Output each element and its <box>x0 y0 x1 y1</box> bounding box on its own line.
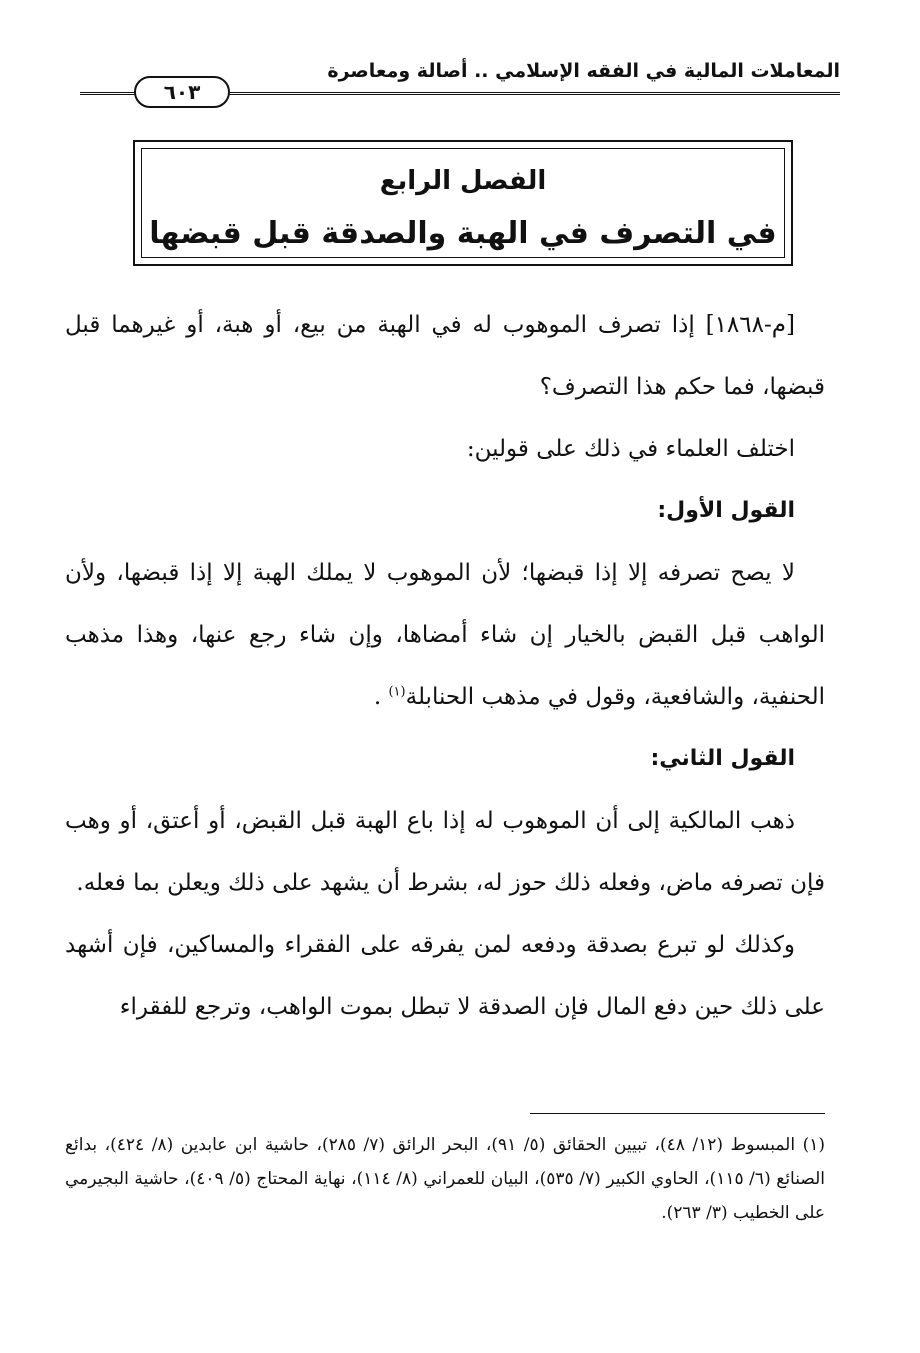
running-header <box>80 58 840 104</box>
second-opinion-paragraph: ذهب المالكية إلى أن الموهوب له إذا باع الهبة قبل القبض، أو أعتق، أو وهب فإن تصرفه ماض، وفعله ذلك حوز له، بشرط أن يشهد على ذلك ويعلن بما فعله. <box>65 808 825 896</box>
first-opinion-end: . <box>373 684 382 710</box>
first-opinion-text: لا يصح تصرفه إلا إذا قبضها؛ لأن الموهوب لا يملك الهبة إلا إذا قبضها، ولأن الواهب قبل القبض بالخيار إن شاء أمضاها، وإن شاء رجع عنها، وهذا مذهب الحنفية، والشافعية، وقول في مذهب الحنابلة <box>65 560 825 710</box>
chapter-title-box <box>133 140 793 266</box>
chapter-title: في التصرف في الهبة والصدقة قبل قبضها <box>149 216 777 251</box>
first-opinion-heading: القول الأول: <box>657 498 795 523</box>
footnote: (١) المبسوط (١٢/ ٤٨)، تبيين الحقائق (٥/ ٩١)، البحر الرائق (٧/ ٢٨٥)، حاشية ابن عابدين (٨/ ٤٢٤)، بدائع الصنائع (٦/ ١١٥)، الحاوي الكبير (٧/ ٥٣٥)، البيان للعمراني (٨/ ١١٤)، نهاية المحتاج (٥/ ٤٠٩)، حاشية البجيرمي على الخطيب (٣/ ٢٦٣). <box>65 1135 826 1223</box>
footnote-separator <box>530 1113 825 1114</box>
intro-paragraph: اختلف العلماء في ذلك على قولين: <box>466 436 795 462</box>
page-number: ٦٠٣ <box>134 76 230 108</box>
second-opinion-heading: القول الثاني: <box>650 746 795 771</box>
book-title: المعاملات المالية في الفقه الإسلامي .. أصالة ومعاصرة <box>327 60 840 82</box>
first-opinion-paragraph <box>65 542 825 728</box>
body-text <box>65 294 825 1038</box>
chapter-label: الفصل الرابع <box>379 166 547 196</box>
footnote-ref[interactable]: (١) <box>388 684 406 700</box>
third-paragraph: وكذلك لو تبرع بصدقة ودفعه لمن يفرقه على الفقراء والمساكين، فإن أشهد على ذلك حين دفع المال فإن الصدقة لا تبطل بموت الواهب، وترجع للفقراء <box>65 932 825 1020</box>
question-paragraph: [م-١٨٦٨] إذا تصرف الموهوب له في الهبة من بيع، أو هبة، أو غيرهما قبل قبضها، فما حكم هذا التصرف؟ <box>65 312 825 400</box>
